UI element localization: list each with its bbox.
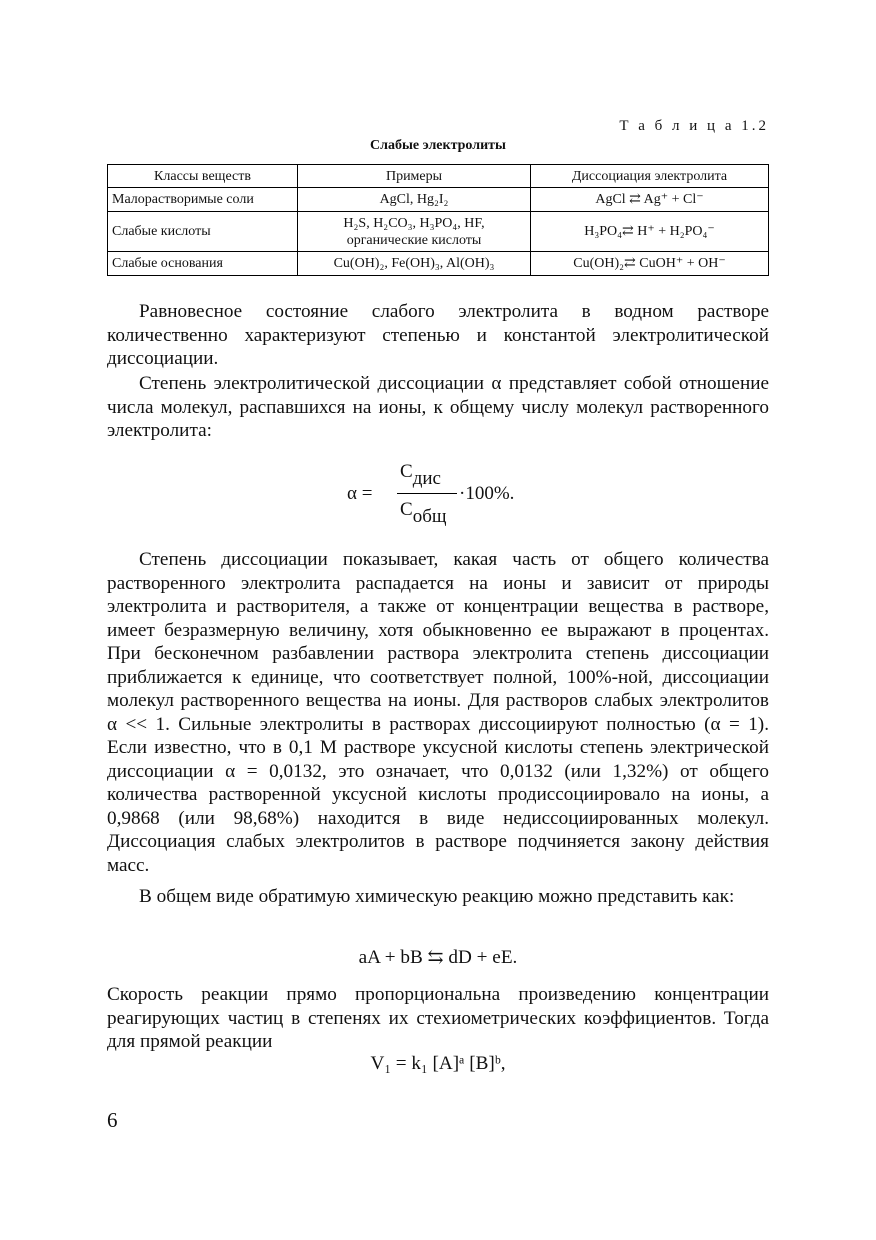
formula-alpha-lhs: α =: [347, 483, 373, 504]
formula-alpha: [107, 461, 769, 531]
cell-examples: H₂S, H₂CO₃, H₃PO₄, HF, органические кислоты: [298, 212, 531, 252]
table-row: [108, 252, 769, 276]
numerator-symbol: С: [400, 461, 413, 482]
numerator-subscript: дис: [412, 468, 441, 489]
paragraph-reaction-intro: В общем виде обратимую химическую реакцию можно представить как:: [139, 886, 735, 907]
cell-class: Малорастворимые соли: [108, 188, 298, 212]
paragraph-rate: Скорость реакции прямо пропорциональна произведению концентрации реагирующих частиц в степенях их стехиометрических коэффициентов. Тогда для прямой реакции: [107, 984, 769, 1052]
table-number: Т а б л и ц а 1.2: [619, 118, 769, 134]
formula-numerator: [400, 461, 441, 489]
cell-examples: AgCl, Hg₂I₂: [298, 188, 531, 212]
denominator-symbol: С: [400, 499, 413, 520]
formula-rate: V₁ = k₁ [A]ᵃ [B]ᵇ,: [370, 1053, 506, 1074]
table-header-row: [108, 165, 769, 188]
page-number: 6: [107, 1108, 118, 1132]
table-title: Слабые электролиты: [370, 138, 506, 153]
table-row: [108, 212, 769, 252]
paragraph-equilibrium: Равновесное состояние слабого электролита в водном растворе количественно характеризуют степенью и константой электролитической диссоциации.: [107, 301, 769, 369]
paragraph-degree-explanation: Степень диссоциации показывает, какая часть от общего количества растворенного электролита распадается на ионы и зависит от природы электролита и растворителя, а также от концентрации вещества в растворе, имеет безразмерную величину, хотя обыкновенно ее выражают в процентах. При бесконечном разбавлении раствора электролита степень диссоциации приближается к единице, что соответствует полной, 100%-ной, диссоциации молекул растворенного вещества на ионы. Для растворов слабых электролитов α << 1. Сильные электролиты в растворах диссоциируют полностью (α = 1). Если известно, что в 0,1 М растворе уксусной кислоты степень электрической диссоциации α = 0,0132, это означает, что 0,0132 (или 1,32%) от общего количества растворенной уксусной кислоты продиссоциировало на ионы, а 0,9868 (или 98,68%) находится в виде недиссоциированных молекул. Диссоциация слабых электролитов в растворе подчиняется закону действия масс.: [107, 549, 769, 876]
cell-examples: Cu(OH)₂, Fe(OH)₃, Al(OH)₃: [298, 252, 531, 276]
header-examples: Примеры: [298, 165, 531, 188]
denominator-subscript: общ: [412, 506, 447, 527]
formula-denominator: [400, 499, 447, 527]
cell-dissociation: AgCl ⇄ Ag⁺ + Cl⁻: [531, 188, 769, 212]
formula-reaction: aA + bB ⇆ dD + eE.: [358, 947, 518, 968]
cell-dissociation: Cu(OH)₂⇄ CuOH⁺ + OH⁻: [531, 252, 769, 276]
cell-dissociation: H₃PO₄⇄ H⁺ + H₂PO₄⁻: [531, 212, 769, 252]
header-dissociation: Диссоциация электролита: [531, 165, 769, 188]
electrolytes-table: [107, 164, 769, 276]
cell-class: Слабые основания: [108, 252, 298, 276]
paragraph-degree-definition: Степень электролитической диссоциации α представляет собой отношение числа молекул, распавшихся на ионы, к общему числу молекул растворенного электролита:: [107, 373, 769, 441]
fraction-bar: [397, 493, 457, 494]
cell-class: Слабые кислоты: [108, 212, 298, 252]
table-row: [108, 188, 769, 212]
formula-multiplier: ·100%.: [459, 483, 515, 504]
header-classes: Классы веществ: [108, 165, 298, 188]
